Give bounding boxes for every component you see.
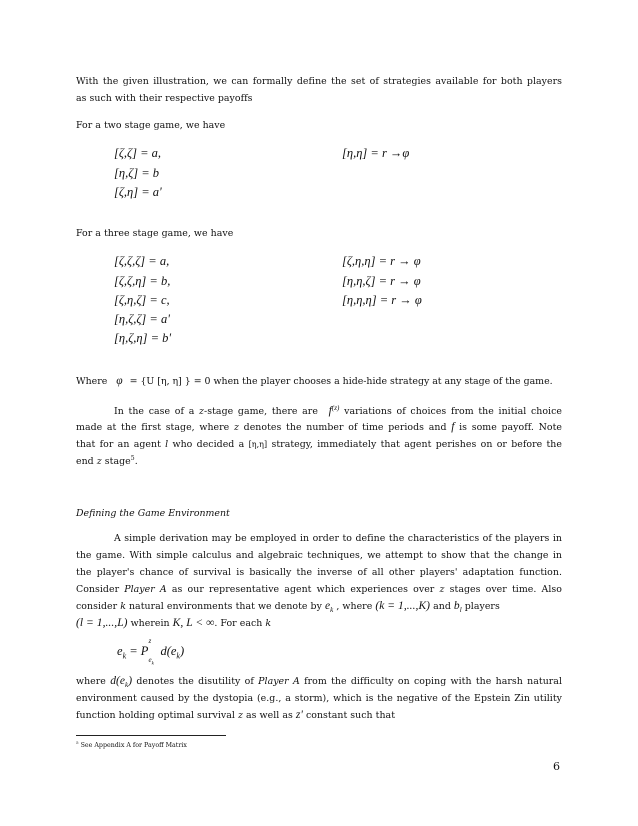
three-stage-eq-2: [ζ,ζ,η] = b, <box>114 274 171 288</box>
two-stage-eq-2: [η,ζ] = b <box>114 166 160 180</box>
section-line-3: the player's chance of survival is basically the inverse of all other players' adaptation function. <box>76 567 562 578</box>
section-heading: Defining the Game Environment <box>76 508 230 519</box>
three-stage-eq-5: [η,ζ,η] = b' <box>114 331 172 345</box>
section-line-4: Consider Player A as our representative agent which experiences over z stages over time. Also <box>76 584 562 595</box>
section-line-1: A simple derivation may be employed in order to define the characteristics of the players in <box>114 533 562 544</box>
two-stage-eq-1: [ζ,ζ] = a, <box>114 146 162 160</box>
where-line-1: where $d(e_k)$ denotes the disutility of Player A from the difficulty on coping with the harsh natural <box>76 675 562 689</box>
page-number: 6 <box>553 760 560 773</box>
where-phi-line: Where φ = {U [η, η] } = 0 when the player chooses a hide-hide strategy at any stage of the game. <box>76 375 553 387</box>
three-stage-heading: For a three stage game, we have <box>76 228 234 239</box>
z-stage-line-4: end z stage$^5$. <box>76 454 138 467</box>
z-stage-line-2: made at the first stage, where z denotes the number of time periods and f is some payoff. Note <box>76 421 563 433</box>
footnote-text: See Appendix A for Payoff Matrix <box>78 742 187 749</box>
z-stage-line-1: In the case of a z-stage game, there are $f^{(z)}$ variations of choices from the initial choice <box>114 403 562 417</box>
three-stage-eq-3: [ζ,η,ζ] = c, <box>114 293 170 307</box>
three-stage-eq-4: [η,ζ,ζ] = a' <box>114 312 170 326</box>
footnote-divider <box>76 735 226 736</box>
z-stage-line-3: that for an agent l who decided a [η,η] strategy, immediately that agent perishes on or before the <box>76 439 562 450</box>
three-stage-eq-right-1: [ζ,η,η] = r → φ <box>342 254 421 268</box>
section-line-2: the game. With simple calculus and algebraic techniques, we attempt to show that the change in <box>76 550 562 561</box>
section-line-5: consider k natural environments that we denote by $e_k$ , where (k = 1,...,K) and $b_l$ players <box>76 600 500 614</box>
two-stage-heading: For a two stage game, we have <box>76 120 226 131</box>
three-stage-eq-1: [ζ,ζ,ζ] = a, <box>114 254 170 268</box>
section-line-6: (l = 1,...,L) wherein K, L < ∞. For each k <box>76 617 272 629</box>
intro-line-2: as such with their respective payoffs <box>76 93 253 104</box>
two-stage-eq-right-1: [η,η] = r →φ <box>342 146 410 160</box>
where-line-3: function holding optimal survival z as well as z' constant such that <box>76 709 396 721</box>
footnote-ref[interactable]: 5 <box>130 454 135 462</box>
three-stage-eq-right-3: [η,η,η] = r → φ <box>342 293 422 307</box>
footnote-number: 5 <box>76 739 79 745</box>
footnote <box>76 739 187 749</box>
equation-ek: $e_k = P$ z $e_k$ $d(e_k)$ <box>117 637 185 667</box>
three-stage-eq-right-2: [η,η,ζ] = r → φ <box>342 274 421 288</box>
two-stage-eq-3: [ζ,η] = a' <box>114 185 162 199</box>
intro-line-1: With the given illustration, we can formally define the set of strategies available for both players <box>76 76 562 87</box>
where-line-2: environment caused by the dystopia (e.g., a storm), which is the negative of the Epstein Zin utility <box>76 693 562 704</box>
